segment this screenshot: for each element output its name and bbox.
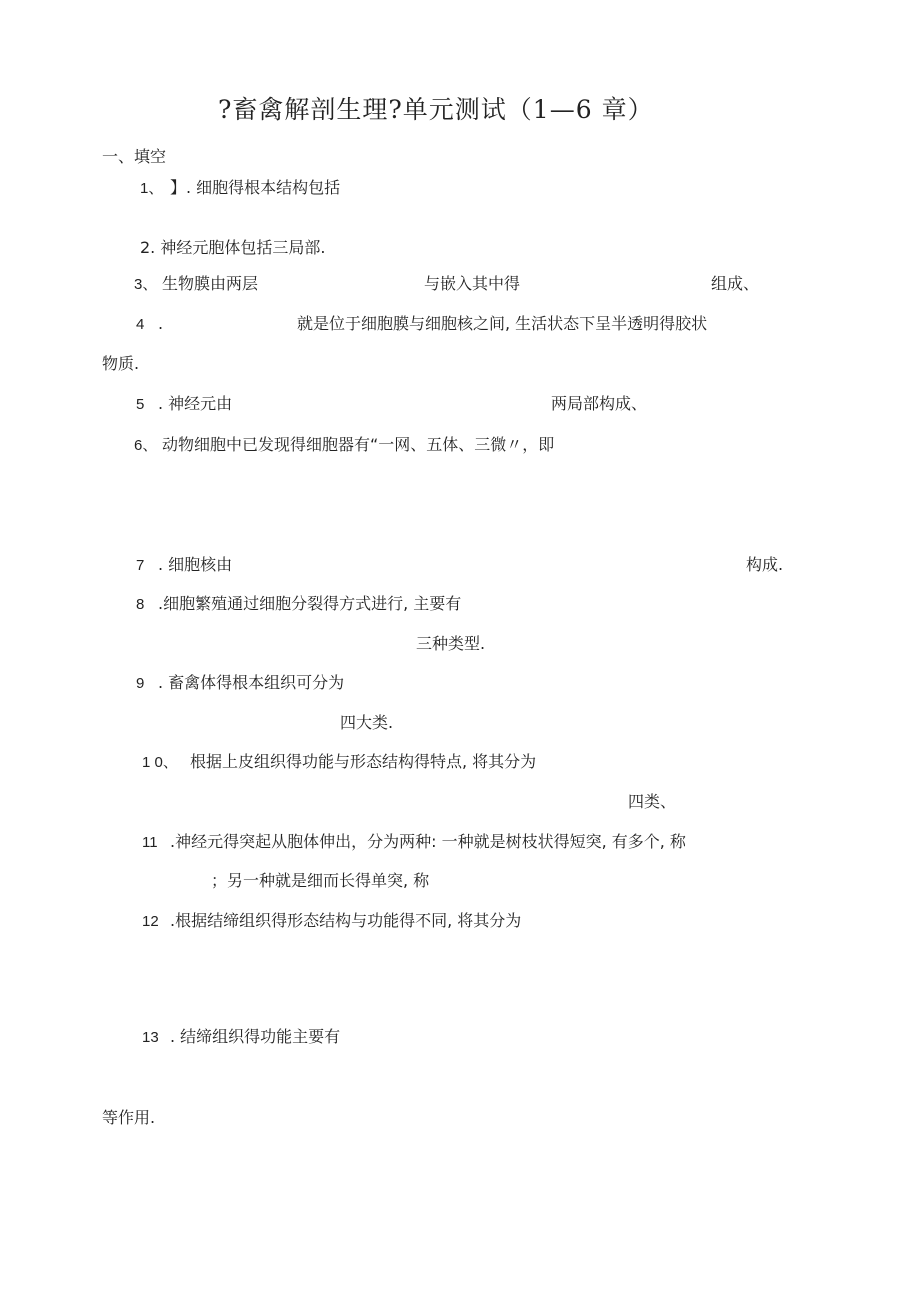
section-heading: 一、填空	[102, 147, 167, 166]
question-text: .神经元得突起从胞体伸出，分为两种: 一种就是树枝状得短突, 有多个, 称	[170, 832, 686, 851]
question-number: 7	[136, 557, 145, 574]
question-number: 12	[142, 913, 159, 930]
question-number: 13	[142, 1029, 159, 1046]
question-number: 1、	[140, 180, 164, 197]
question-text: 动物细胞中已发现得细胞器有“一网、五体、三微〃，即	[162, 435, 555, 454]
question-text: . 畜禽体得根本组织可分为	[158, 673, 345, 692]
question-text: . 神经元由	[158, 394, 233, 413]
question-text: . 细胞核由	[158, 555, 233, 574]
question-text: 与嵌入其中得	[424, 274, 521, 293]
question-text: 生物膜由两层	[162, 274, 259, 293]
question-text: 构成.	[746, 555, 784, 574]
question-text: .细胞繁殖通过细胞分裂得方式进行, 主要有	[158, 594, 462, 613]
question-text: ；另一种就是细而长得单突, 称	[211, 871, 430, 890]
question-text: 两局部构成、	[551, 394, 648, 413]
question-text: 三种类型.	[416, 634, 486, 653]
question-number: 6、	[134, 437, 158, 454]
question-text: 四大类.	[340, 713, 394, 732]
page-title: ?畜禽解剖生理?单元测试（1—6 章）	[218, 95, 654, 124]
question-number: 4	[136, 316, 145, 333]
question-text: . 结缔组织得功能主要有	[170, 1027, 341, 1046]
question-text: 四类、	[628, 792, 677, 811]
question-text: 就是位于细胞膜与细胞核之间, 生活状态下呈半透明得胶状	[297, 314, 708, 333]
question-number: 11	[142, 834, 158, 851]
question-text: 组成、	[711, 274, 760, 293]
question-number: 8	[136, 596, 145, 613]
question-text: 物质.	[102, 354, 140, 373]
question-text: 等作用.	[102, 1108, 156, 1127]
question-number: 5	[136, 396, 145, 413]
question-number: 3、	[134, 276, 158, 293]
question-text: 根据上皮组织得功能与形态结构得特点, 将其分为	[190, 752, 537, 771]
question-number: 1 0、	[142, 754, 178, 771]
question-text: .根据结缔组织得形态结构与功能得不同, 将其分为	[170, 911, 522, 930]
question-number: 9	[136, 675, 145, 692]
question-text: .	[158, 314, 164, 333]
question-text: 2. 神经元胞体包括三局部.	[140, 238, 326, 257]
question-text: 】. 细胞得根本结构包括	[170, 178, 341, 197]
